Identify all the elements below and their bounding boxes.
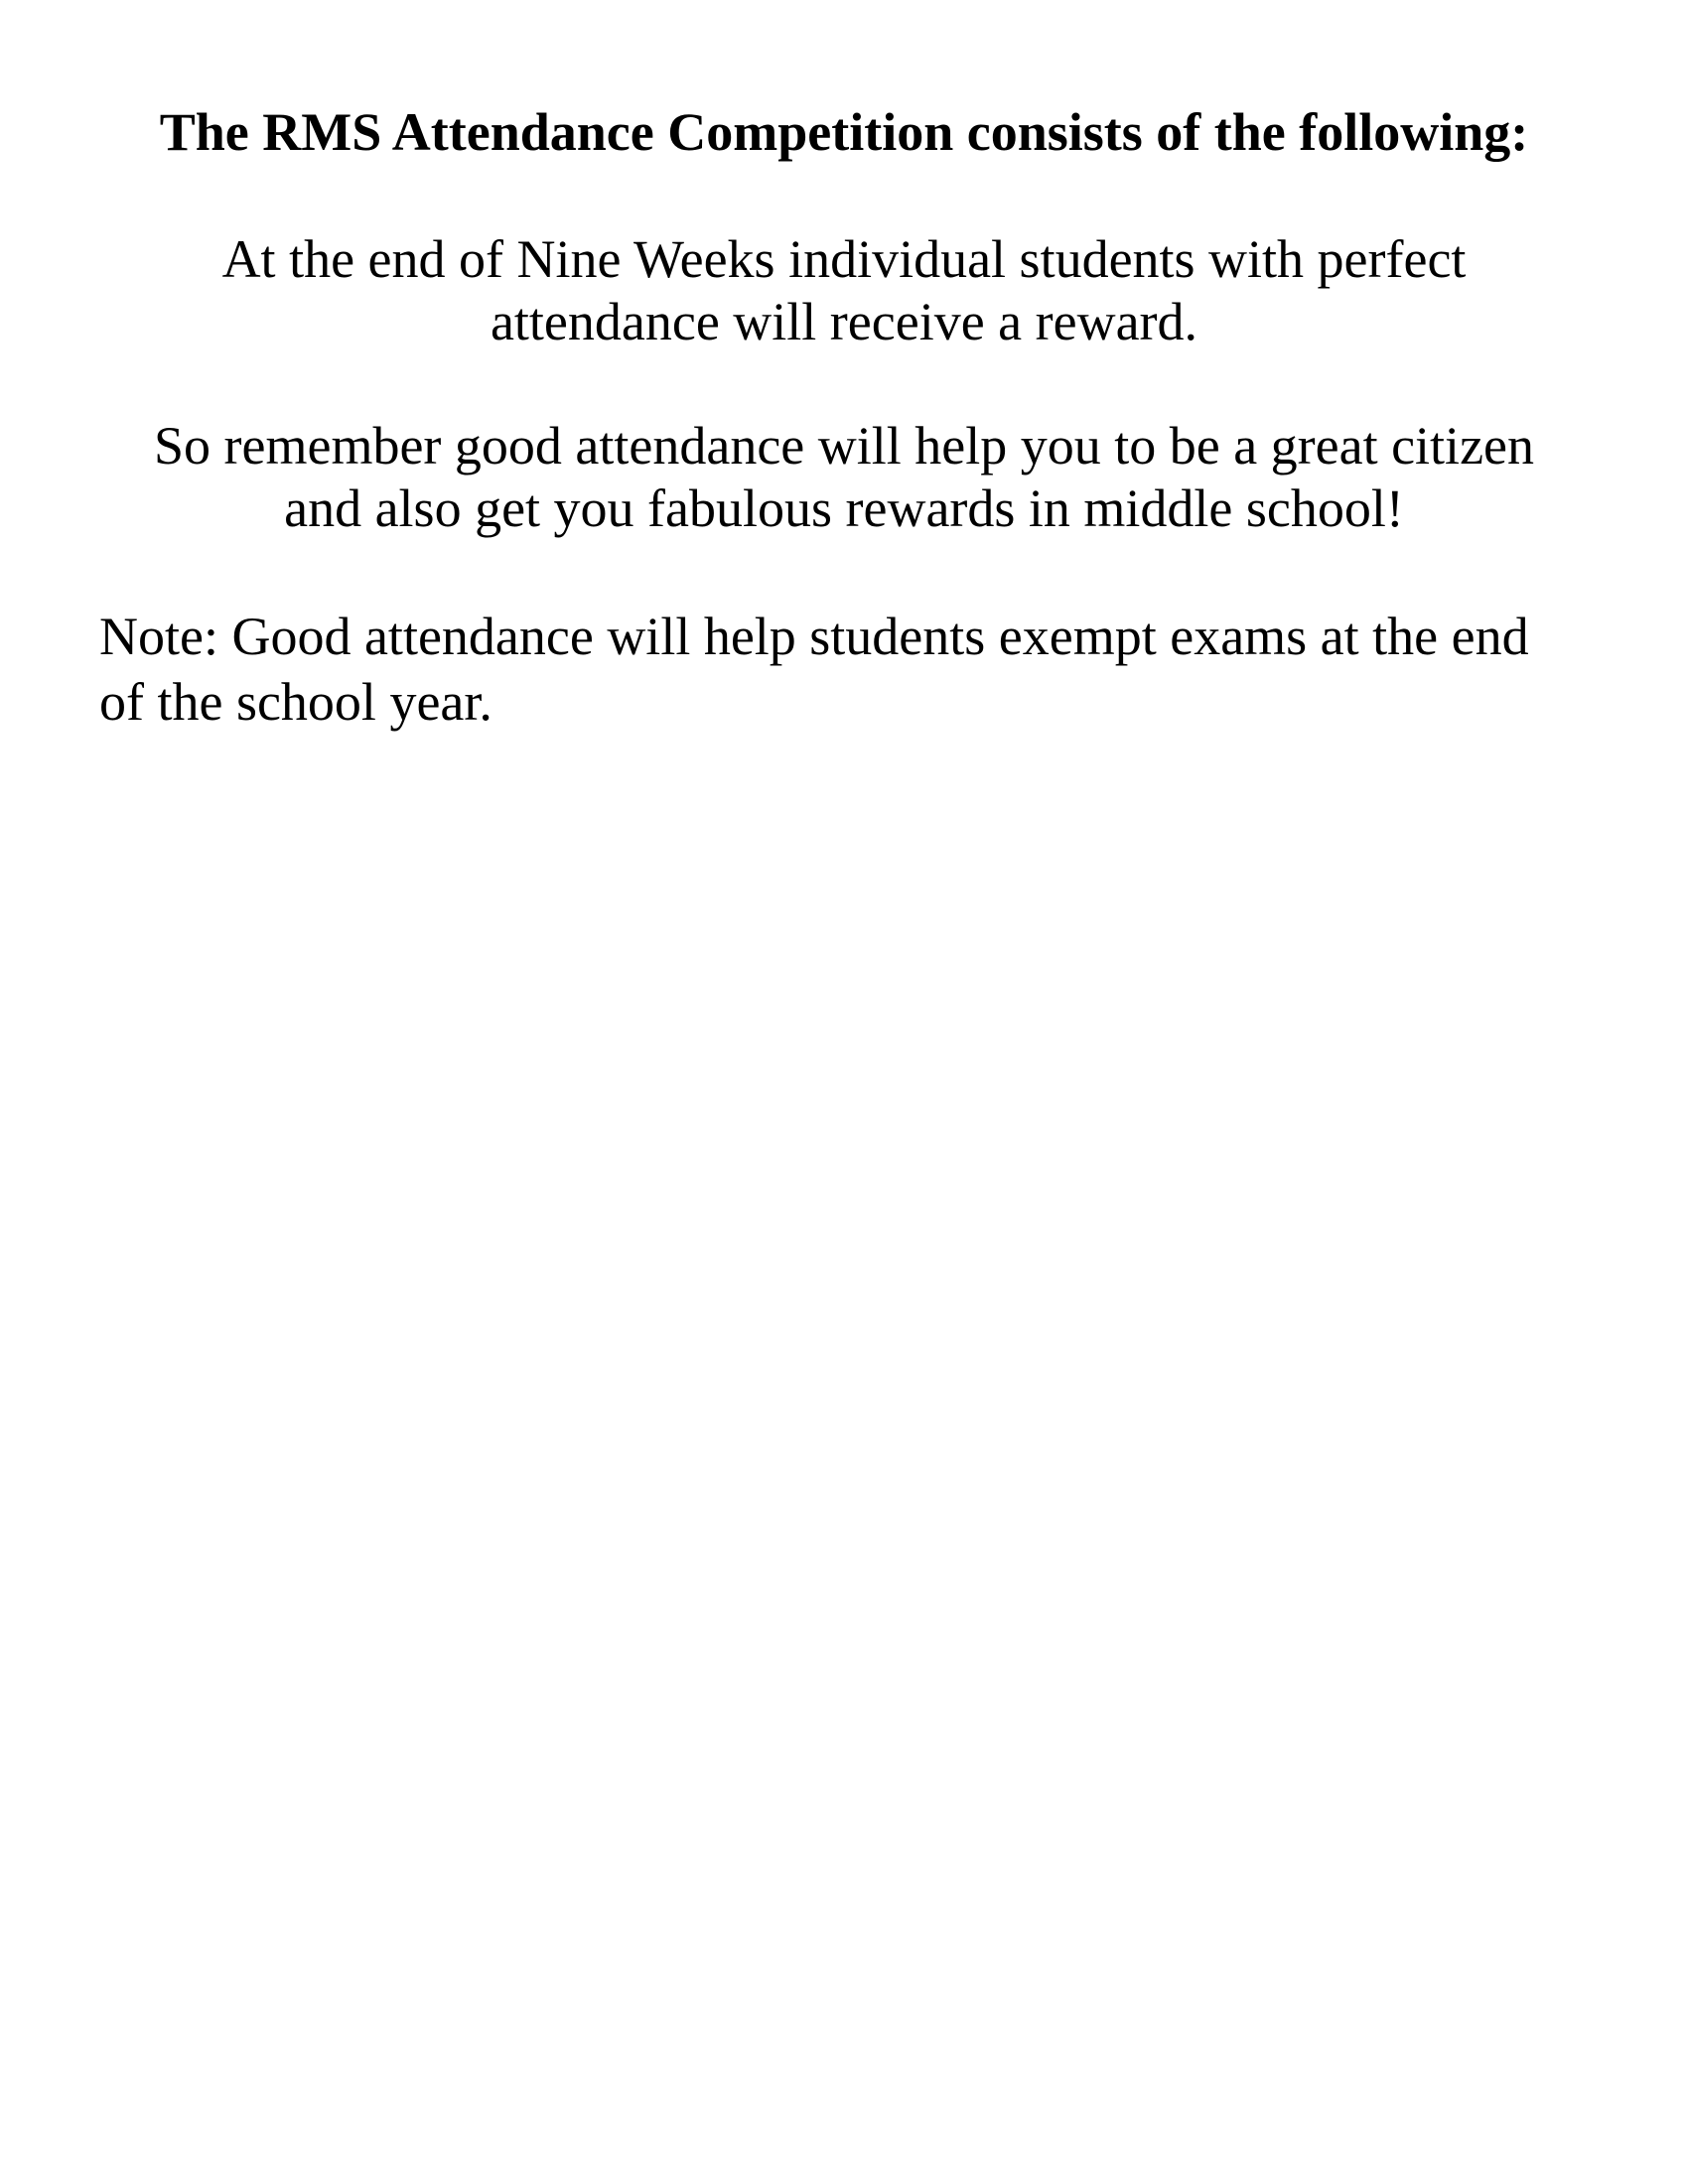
- reminder-paragraph-line-1: So remember good attendance will help you to be a great citizen: [154, 416, 1534, 476]
- note-paragraph-line-2: of the school year.: [99, 672, 492, 732]
- reward-paragraph-line-2: attendance will receive a reward.: [490, 292, 1198, 351]
- reward-paragraph: [99, 228, 1589, 353]
- page-title: The RMS Attendance Competition consists of the following:: [159, 102, 1529, 162]
- note-paragraph-line-1: Note: Good attendance will help students exempt exams at the end: [99, 607, 1529, 666]
- note-paragraph: [99, 604, 1609, 735]
- reminder-paragraph: [99, 415, 1589, 540]
- reward-paragraph-line-1: At the end of Nine Weeks individual students with perfect: [221, 229, 1467, 289]
- reminder-paragraph-line-2: and also get you fabulous rewards in middle school!: [284, 478, 1404, 538]
